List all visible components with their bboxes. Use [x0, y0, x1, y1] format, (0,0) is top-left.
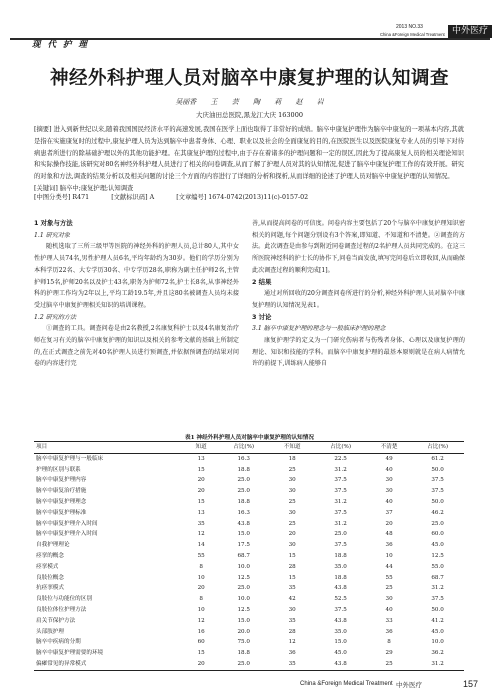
table-cell-value: 18.8	[237, 498, 250, 505]
table-cell-value: 37	[385, 509, 393, 516]
table-cell-item: 护理的区别与联系	[36, 466, 81, 473]
table-cell-value: 37.5	[334, 477, 347, 484]
table-cell-item: 脑卒中疾病的分期	[36, 639, 81, 646]
table-cell-value: 25.0	[237, 477, 250, 484]
table-cell-value: 31.2	[334, 520, 347, 527]
table-cell-value: 37.5	[334, 606, 347, 613]
article-title: 神经外科护理人员对脑卒中康复护理的认知调查	[49, 68, 449, 89]
journal-logo: 中外医疗	[448, 25, 492, 38]
table-cell-value: 20	[385, 520, 393, 527]
table-cell-value: 40	[385, 498, 393, 505]
table-cell-value: 20	[185, 659, 217, 670]
article-affiliation: 大庆油田总医院,黑龙江大庆 163000	[196, 111, 303, 119]
table-cell-value: 45.0	[334, 650, 347, 657]
table-cell-value: 25.0	[237, 585, 250, 592]
table-cell-value: 25	[288, 466, 296, 473]
table-cell-item: 自我护理理论	[36, 542, 70, 549]
table-cell-value: 16.3	[237, 455, 250, 462]
table-cell-value: 25.0	[431, 520, 444, 527]
table-cell-value: 8	[199, 596, 203, 603]
table-cell-value: 25	[288, 498, 296, 505]
table-cell-value: 15	[197, 466, 205, 473]
table-cell-value: 45.0	[431, 628, 444, 635]
table-cell-value: 40	[385, 466, 393, 473]
table-cell-value: 8	[387, 639, 391, 646]
table-row	[34, 605, 464, 616]
table-cell-value: 12	[197, 531, 205, 538]
table-cell-value: 45.0	[431, 542, 444, 549]
article-number: [文章编号] 1674-0742(2013)11(c)-0157-02	[176, 193, 309, 201]
table-cell-value: 20	[197, 488, 205, 495]
table-cell-value: 35	[288, 617, 296, 624]
table-cell-item: 脑卒中康复护理需要的环境	[36, 650, 104, 657]
table-cell-value: 31.2	[411, 659, 464, 670]
heading-1-2: 1.2 研究的方法	[34, 313, 77, 321]
table-cell-value: 43.8	[334, 585, 347, 592]
table-header-row	[34, 442, 464, 454]
table-cell-value: 36.2	[431, 650, 444, 657]
table-cell-item: 脑卒中康复护理理念	[36, 498, 87, 505]
table-cell-item: 脑卒中康复护理介入时间	[36, 531, 98, 538]
table-caption: 表1 神经外科护理人员对脑卒中康复护理的认知情况	[185, 435, 314, 441]
table-cell-item: 良肢位体位护理方法	[36, 606, 87, 613]
footer-journal-en: China &Foreign Medical Treatment	[300, 681, 393, 687]
table-cell-value: 36	[385, 628, 393, 635]
table-row	[34, 540, 464, 551]
table-cell-value: 15.0	[237, 617, 250, 624]
table-row	[34, 648, 464, 659]
classification-line	[34, 192, 464, 201]
heading-2: 2 结果	[252, 277, 272, 286]
table-cell-value: 12.5	[237, 606, 250, 613]
table-cell-value: 25.0	[217, 659, 270, 670]
table-cell-value: 37.5	[431, 488, 444, 495]
table-cell-value: 60	[197, 639, 205, 646]
table-cell-value: 15.0	[334, 639, 347, 646]
table-cell-value: 30	[288, 488, 296, 495]
table-cell-value: 49	[385, 455, 393, 462]
table-cell-value: 68.7	[431, 574, 444, 581]
table-cell-value: 37.5	[334, 509, 347, 516]
table-cell-value: 43.8	[237, 520, 250, 527]
table-row	[34, 465, 464, 476]
table-cell-value: 30	[288, 477, 296, 484]
heading-1-1: 1.1 研究对象	[34, 231, 71, 239]
cognition-table	[34, 441, 464, 671]
heading-3-1: 3.1 脑卒中康复护理的理念与一般临床护理的理念	[252, 325, 386, 333]
paragraph-discussion: 康复护理学的定义为一门研究伤病者与伤残者身体、心理以及康复护理的理论、知识和技能的学科。而脑卒中康复护理的最基本原则就是在病人病情允许的前提下,训练病人能够自	[252, 337, 465, 368]
table-cell-item: 痉挛的概念	[36, 552, 64, 559]
table-cell-value: 13	[197, 509, 205, 516]
article-authors: 吴丽香 王 芸 陶 莉 赵 岩	[175, 98, 324, 106]
col-header: 不知道	[270, 442, 314, 454]
issue-number: 2013 NO.33	[396, 24, 423, 30]
table-cell-value: 10.0	[431, 639, 444, 646]
table-cell-value: 22.5	[334, 455, 347, 462]
table-cell-item: 良肢位概念	[36, 574, 64, 581]
heading-1: 1 对象与方法	[34, 219, 73, 227]
table-cell-value: 35	[270, 659, 314, 670]
table-cell-value: 30	[288, 606, 296, 613]
table-cell-value: 36	[288, 650, 296, 657]
table-cell-value: 29	[385, 650, 393, 657]
table-row	[34, 453, 464, 464]
table-cell-value: 35	[288, 585, 296, 592]
table-row	[34, 562, 464, 573]
keywords: [关键词] 脑卒中;康复护理;认知调查	[34, 184, 134, 192]
paragraph-subjects: 随机选取了三所三级甲等医院的神经外科的护理人员,总计80人,其中女性护理人员74名,男性护理人员6名,平均年龄约为30岁。他们的学历分别为本科学历22名、大专学历30名、中专学历28名,职称为副主任护师2名,主管护师15名,护师20名以及护士43名,职务为护师72名,护士长8名,从事神经外科的护理工作均为2年以上,平均工龄19.5年,并且这80名被调查人员均未接受过脑卒中康复护理相关知识的培训课程。	[34, 243, 239, 309]
table-row	[34, 475, 464, 486]
table-cell-value: 18.8	[334, 574, 347, 581]
table-cell-value: 8	[199, 563, 203, 570]
table-cell-value: 37.5	[431, 596, 444, 603]
table-cell-value: 31.2	[431, 585, 444, 592]
body-right-column	[252, 218, 465, 370]
col-header: 项目	[34, 442, 185, 454]
table-cell-value: 15.0	[237, 531, 250, 538]
table-cell-value: 30	[288, 509, 296, 516]
table-cell-value: 17.5	[237, 542, 250, 549]
table-row	[34, 497, 464, 508]
table-cell-value: 16	[197, 628, 205, 635]
abstract-block	[34, 124, 464, 201]
table-cell-value: 14	[197, 542, 205, 549]
table-cell-value: 15	[288, 574, 296, 581]
table-cell-item: 脑卒中康复护理内容	[36, 477, 87, 484]
heading-3: 3 讨论	[252, 312, 272, 321]
table-row	[34, 659, 464, 670]
col-header: 占比(%)	[217, 442, 270, 454]
table-cell-value: 46.2	[431, 509, 444, 516]
table-cell-value: 30	[385, 477, 393, 484]
table-cell-item: 脑卒中康复治疗措施	[36, 488, 87, 495]
table-cell-value: 37.5	[334, 488, 347, 495]
table-cell-item: 脑卒中康复护理与一般临床	[36, 455, 104, 462]
table-row	[34, 508, 464, 519]
table-cell-value: 12	[288, 639, 296, 646]
table-row	[34, 529, 464, 540]
table-cell-value: 55.0	[431, 563, 444, 570]
table-cell-value: 55	[385, 574, 393, 581]
table-cell-value: 44	[385, 563, 393, 570]
table-row	[34, 594, 464, 605]
document-code: [文献标识码] A	[111, 193, 155, 201]
table-cell-value: 42	[288, 596, 296, 603]
table-cell-value: 28	[288, 563, 296, 570]
table-cell-value: 31.2	[334, 498, 347, 505]
table-cell-item: 偏瘫常见的异常模式	[34, 659, 185, 670]
table-cell-value: 37.5	[334, 542, 347, 549]
table-row	[34, 627, 464, 638]
table-cell-value: 50.0	[431, 498, 444, 505]
table-cell-value: 25	[288, 520, 296, 527]
table-cell-value: 10	[197, 574, 205, 581]
paragraph-results: 通过对所回收的20分调查问卷所进行的分析,神经外科护理人员对脑卒中康复护理的认知情况见表1。	[252, 290, 465, 309]
table-cell-value: 30	[385, 488, 393, 495]
table-cell-value: 25	[385, 585, 393, 592]
table-cell-value: 16.3	[237, 509, 250, 516]
table-cell-value: 35.0	[334, 628, 347, 635]
table-cell-value: 37.5	[431, 477, 444, 484]
table-cell-value: 15	[197, 498, 205, 505]
table-cell-item: 良肢位与功能位的区别	[36, 596, 92, 603]
table-cell-value: 30	[288, 542, 296, 549]
table-cell-value: 35	[197, 520, 205, 527]
table-cell-value: 40	[385, 606, 393, 613]
table-cell-value: 18	[288, 455, 296, 462]
table-body	[34, 453, 464, 670]
table-cell-value: 35.0	[334, 563, 347, 570]
table-cell-value: 48	[385, 531, 393, 538]
footer-journal-cn: 中外医疗	[396, 681, 422, 689]
paragraph-methods-cont: 善,从而提高问卷的可信度。问卷内容主要包括了20个与脑卒中康复护理知识密相关的问题,每个问题分别设有3个答案,即知道、不知道和不清楚。②调查的方法。此次调查是由参与到附近同卷调查过程的2名护理人员共同完成的。在这三所医院神经科的护士长的协作下,问卷当面发放,填写完问卷后立即收回,从而确保此次调查过程的顺利完成[1]。	[252, 220, 465, 274]
table-cell-item: 抗痉挛模式	[36, 585, 64, 592]
table-cell-value: 25.0	[237, 488, 250, 495]
col-header: 占比(%)	[314, 442, 367, 454]
table-cell-value: 55	[197, 552, 205, 559]
table-cell-value: 33	[385, 617, 393, 624]
table-row	[34, 573, 464, 584]
table-cell-value: 43.8	[334, 617, 347, 624]
col-header: 占比(%)	[411, 442, 464, 454]
page-number: 157	[463, 679, 479, 689]
table-cell-value: 10	[385, 552, 393, 559]
table-cell-value: 36	[385, 542, 393, 549]
clc-number: [中图分类号] R471	[34, 193, 90, 201]
table-cell-value: 61.2	[431, 455, 444, 462]
table-cell-item: 肩关节保护方法	[36, 617, 76, 624]
section-label: 现 代 护 理	[32, 40, 89, 50]
paragraph-tools: ①调查的工具。调查问卷是由2名教授,2名康复科护士以及4名康复治疗师在复习有关的脑卒中康复护理的知识以及相关的参考文献的基础上所制定的,在正式调查之前先对40名护理人员进行预调查,并依据预调查的结果对问卷的内容进行完	[34, 325, 239, 368]
table-cell-value: 18.8	[237, 650, 250, 657]
table-cell-value: 75.0	[237, 639, 250, 646]
table-row	[34, 551, 464, 562]
table-cell-value: 28	[288, 628, 296, 635]
table-row	[34, 486, 464, 497]
table-cell-value: 20	[197, 585, 205, 592]
table-cell-item: 脑卒中康复护理介入时间	[36, 520, 98, 527]
table-row	[34, 583, 464, 594]
table-cell-item: 头部肢护理	[36, 628, 64, 635]
table-cell-value: 20.0	[237, 628, 250, 635]
table-cell-value: 52.5	[334, 596, 347, 603]
table-cell-value: 20	[288, 531, 296, 538]
table-cell-value: 12.5	[431, 552, 444, 559]
table-cell-value: 60.0	[431, 531, 444, 538]
table-cell-value: 50.0	[431, 466, 444, 473]
col-header: 知道	[185, 442, 217, 454]
table-cell-value: 18.8	[334, 552, 347, 559]
table-cell-value: 18.8	[237, 466, 250, 473]
body-left-column	[34, 218, 239, 370]
table-cell-value: 25	[367, 659, 411, 670]
table-cell-value: 20	[197, 477, 205, 484]
table-row	[34, 637, 464, 648]
table-cell-item: 痉挛模式	[36, 563, 59, 570]
table-cell-value: 41.2	[431, 617, 444, 624]
table-cell-value: 30	[385, 596, 393, 603]
table-cell-value: 15	[288, 552, 296, 559]
table-cell-value: 13	[197, 455, 205, 462]
table-cell-value: 10.0	[237, 596, 250, 603]
table-row	[34, 616, 464, 627]
table-cell-value: 15	[197, 650, 205, 657]
journal-name-en: China &Foreign Medical Treatment	[380, 32, 445, 37]
col-header: 不清楚	[367, 442, 411, 454]
table-cell-value: 12	[197, 617, 205, 624]
table-cell-value: 10.0	[237, 563, 250, 570]
table-cell-value: 68.7	[237, 552, 250, 559]
table-cell-value: 43.8	[314, 659, 367, 670]
table-cell-value: 31.2	[334, 466, 347, 473]
table-row	[34, 519, 464, 530]
table-cell-item: 脑卒中康复护理标准	[36, 509, 87, 516]
table-cell-value: 10	[197, 606, 205, 613]
abstract-text: [摘要] 进入到新世纪以来,随着我国国民经济水平的高速发展,我国在医学上面也取得了非常好的成绩。脑卒中康复护理作为脑卒中康复的一项基本内容,其就是指在实施康复时的过程中,康复护理人员为达到脑卒中患者身体、心理、职业以及社会的全面康复的目的,在医院医生以及医院康复专业人员的引导下对待病患者所进行的除基础护理以外的其他功能护理。在其康复护理的过程中,由于存在着诸多的护理问题和一定的误区,因此为了提高康复人员的相关理论知识和实际操作技能,该研究对80名神经外科护理人员进行了相关的问卷调查,从而了解了护理人员对其的认知情况,促进了脑卒中康复护理工作的有效开展。研究的对象和方法,调查的结果分析以及相关问题的讨论三个方面的内容进行了详细的分析和探析,从而详细的论述了护理人员对脑卒中康复护理的认知情况。	[34, 126, 464, 181]
table-cell-value: 50.0	[431, 606, 444, 613]
table-cell-value: 25.0	[334, 531, 347, 538]
table-cell-value: 12.5	[237, 574, 250, 581]
